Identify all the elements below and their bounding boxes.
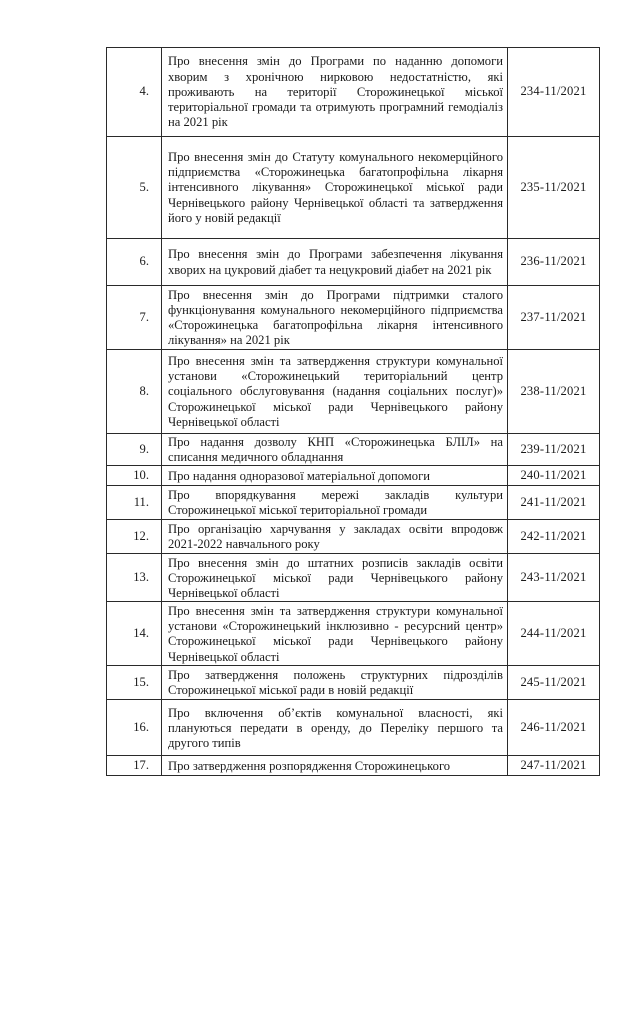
decision-title: Про внесення змін до Програми підтримки сталого функціонування комунального некомерційного підприємства «Сторожинецька багатопрофільна лікарня інтенсивного лікування» на 2021 рік xyxy=(162,286,508,350)
decision-code: 242-11/2021 xyxy=(508,520,600,554)
table-row xyxy=(107,434,600,466)
table-row xyxy=(107,239,600,286)
decision-code: 239-11/2021 xyxy=(508,434,600,466)
row-number: 14. xyxy=(107,602,162,666)
decision-code: 235-11/2021 xyxy=(508,137,600,239)
decision-title: Про внесення змін та затвердження структури комунальної установи «Сторожинецький інклюзивно - ресурсний центр» Сторожинецької міської ради Чернівецького району Чернівецької області xyxy=(162,602,508,666)
row-number: 8. xyxy=(107,350,162,434)
decision-code: 238-11/2021 xyxy=(508,350,600,434)
row-number: 13. xyxy=(107,554,162,602)
table-row xyxy=(107,137,600,239)
decision-title: Про організацію харчування у закладах освіти впродовж 2021-2022 навчального року xyxy=(162,520,508,554)
decision-code: 247-11/2021 xyxy=(508,756,600,776)
row-number: 9. xyxy=(107,434,162,466)
decision-title: Про затвердження положень структурних підрозділів Сторожинецької міської ради в новій редакції xyxy=(162,666,508,700)
table-row xyxy=(107,48,600,137)
decision-code: 240-11/2021 xyxy=(508,466,600,486)
table-row xyxy=(107,602,600,666)
row-number: 11. xyxy=(107,486,162,520)
decision-title: Про включення об’єктів комунальної власності, які плануються передати в оренду, до Переліку першого та другого типів xyxy=(162,700,508,756)
decisions-table xyxy=(106,47,600,776)
row-number: 17. xyxy=(107,756,162,776)
decision-code: 244-11/2021 xyxy=(508,602,600,666)
decision-title: Про надання дозволу КНП «Сторожинецька БЛІЛ» на списання медичного обладнання xyxy=(162,434,508,466)
row-number: 12. xyxy=(107,520,162,554)
decision-title: Про внесення змін та затвердження структури комунальної установи «Сторожинецький територіальний центр соціального обслуговування (надання соціальних послуг)» Сторожинецької міської ради Чернівецького району Чернівецької області xyxy=(162,350,508,434)
row-number: 6. xyxy=(107,239,162,286)
row-number: 5. xyxy=(107,137,162,239)
table-row xyxy=(107,700,600,756)
decision-title: Про надання одноразової матеріальної допомоги xyxy=(162,466,508,486)
decision-code: 237-11/2021 xyxy=(508,286,600,350)
table-row xyxy=(107,286,600,350)
decision-code: 234-11/2021 xyxy=(508,48,600,137)
decision-code: 245-11/2021 xyxy=(508,666,600,700)
decision-title: Про внесення змін до Програми по наданню допомоги хворим з хронічною нирковою недостатністю, які проживають на території Сторожинецької міської територіальної громади та отримують програмний гемодіаліз на 2021 рік xyxy=(162,48,508,137)
row-number: 10. xyxy=(107,466,162,486)
table-row xyxy=(107,520,600,554)
decision-code: 241-11/2021 xyxy=(508,486,600,520)
row-number: 4. xyxy=(107,48,162,137)
table-row xyxy=(107,486,600,520)
row-number: 16. xyxy=(107,700,162,756)
decision-title: Про внесення змін до Статуту комунального некомерційного підприємства «Сторожинецька багатопрофільна лікарня інтенсивного лікування» Сторожинецької міської ради Чернівецького району Чернівецької області та затвердження його у новій редакції xyxy=(162,137,508,239)
table-row xyxy=(107,466,600,486)
decision-title: Про впорядкування мережі закладів культури Сторожинецької міської територіальної громади xyxy=(162,486,508,520)
decision-title: Про затвердження розпорядження Сторожинецького xyxy=(162,756,508,776)
table-row xyxy=(107,350,600,434)
table-row xyxy=(107,756,600,776)
decision-code: 236-11/2021 xyxy=(508,239,600,286)
row-number: 7. xyxy=(107,286,162,350)
decision-title: Про внесення змін до Програми забезпечення лікування хворих на цукровий діабет та нецукровий діабет на 2021 рік xyxy=(162,239,508,286)
table-row xyxy=(107,666,600,700)
decision-code: 246-11/2021 xyxy=(508,700,600,756)
table-row xyxy=(107,554,600,602)
row-number: 15. xyxy=(107,666,162,700)
decision-code: 243-11/2021 xyxy=(508,554,600,602)
decision-title: Про внесення змін до штатних розписів закладів освіти Сторожинецької міської ради Чернівецького району Чернівецької області xyxy=(162,554,508,602)
